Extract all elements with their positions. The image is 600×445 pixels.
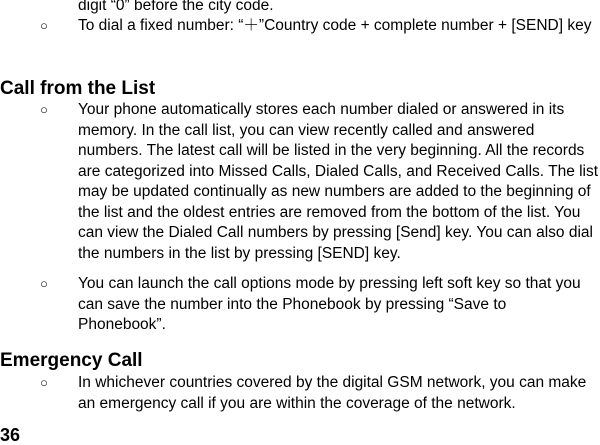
bullet-icon: ○: [40, 375, 48, 390]
section-heading-emergency: Emergency Call: [0, 350, 143, 371]
call-list-paragraph-2: You can launch the call options mode by pressing left soft key so that you can save the number into the Phonebook by pressing “Save to Phonebook”.: [78, 275, 581, 333]
emergency-paragraph: In whichever countries covered by the digital GSM network, you can make an emergency call if you are within the coverage of the network.: [78, 374, 587, 412]
bullet-icon: ○: [40, 276, 48, 291]
continuation-text: digit “0” before the city code.: [78, 0, 274, 14]
section-heading-call-list: Call from the List: [0, 78, 156, 99]
fixed-number-instruction: To dial a fixed number: “＋”Country code + complete number + [SEND] key: [78, 17, 592, 34]
bullet-icon: ○: [40, 102, 48, 117]
call-list-paragraph-1: Your phone automatically stores each number dialed or answered in its memory. In the call list, you can view recently called and answered numbers. The latest call will be listed in the very beginning. All the records are categorized into Missed Calls, Dialed Calls, and Received Calls. The list may be updated continually as new numbers are added to the beginning of the list and the oldest entries are removed from the bottom of the list. You can view the Dialed Call numbers by pressing [Send] key. You can also dial the numbers in the list by pressing [SEND] key.: [78, 101, 599, 262]
page-number: 36: [0, 425, 21, 445]
bullet-icon: ○: [40, 18, 48, 33]
